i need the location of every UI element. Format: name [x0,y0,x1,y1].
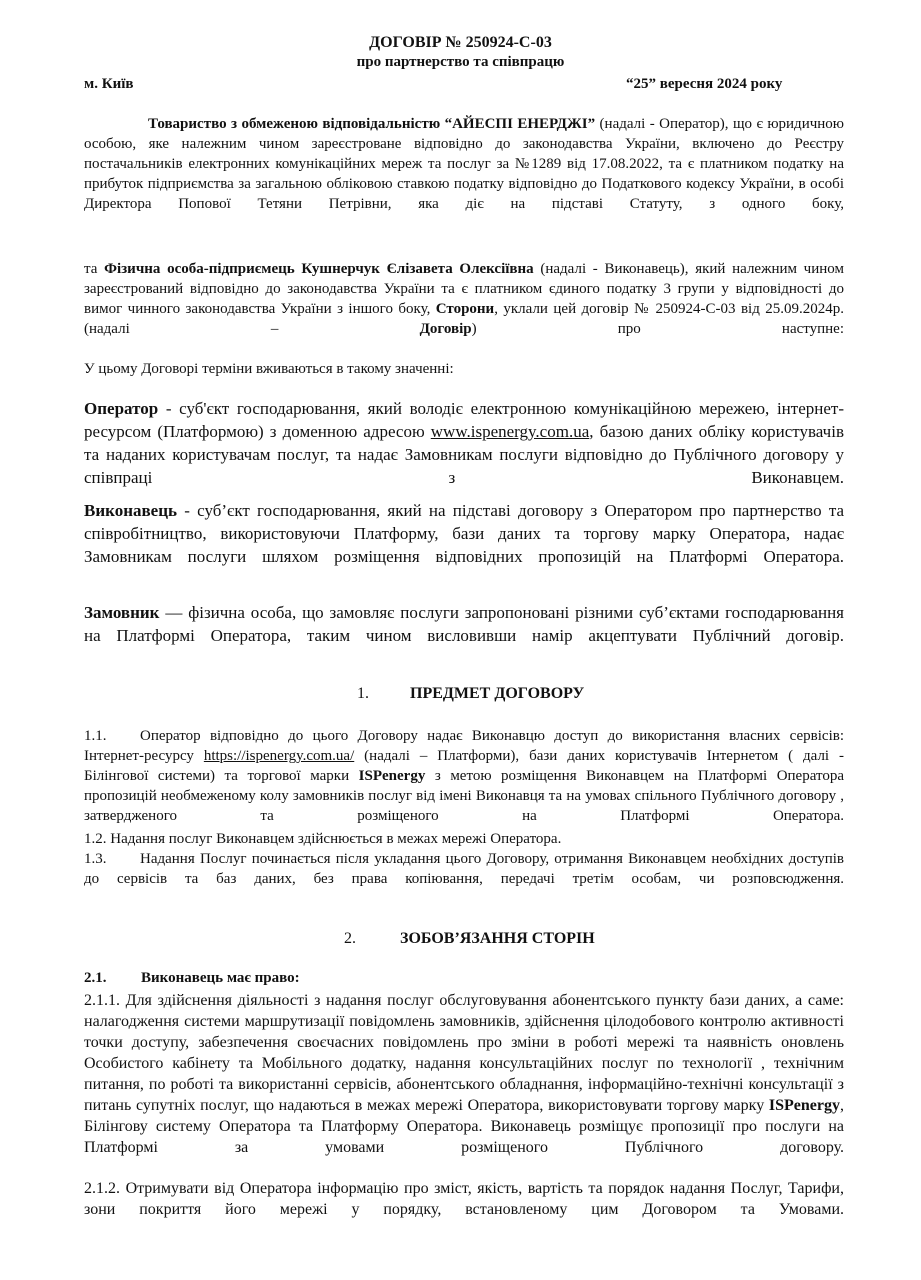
operator-website-link[interactable]: www.ispenergy.com.ua [430,422,590,441]
intro-p1-text: (надалі - Оператор), що є юридичною особою, яке належним чином зареєстроване відповідно до законодавства України, включено до Реєстру постачальників електронних комунікаційних мереж та послуг за №1289 від 17.08.2022, та є платником податку на прибуток підприємства за загальною обліковою ставкою податку відповідно до Податкового кодексу України, в особі Директора Попової Тетяни Петрівни, яка діє на підставі Статуту, з одного боку, [84,116,844,212]
clause-2-1-2: 2.1.2. Отримувати від Оператора інформацію про зміст, якість, вартість та порядок надання Послуг, Тарифи, зони покриття його мережі у порядку, встановленому цим Договором та Умовами. [84,1180,844,1218]
platform-link[interactable]: https://ispenergy.com.ua/ [203,748,355,764]
contract-date: “25” вересня 2024 року [626,76,783,92]
parties-term: Сторони [435,301,495,317]
definition-customer-text: — фізична особа, що замовляє послуги запропоновані різними суб’єктами господарювання на Платформі Оператора, таким чином висловивши намір акцептувати Публічний договір. [84,603,844,645]
brand-ispenergy: ISPenergy [358,768,426,784]
definition-operator [84,397,844,512]
section-2-number: 2. [344,930,356,947]
clause-2-1-title: Виконавець має право: [141,970,300,986]
operator-company-name: Товариство з обмеженою відповідальністю “АЙЕСПІ ЕНЕРДЖІ” [148,116,596,132]
contract-term: Договір [419,321,472,337]
clause-2-1-1 [84,990,844,1179]
definition-customer [84,601,844,670]
definition-executor-text: - суб’єкт господарювання, який на підставі договору з Оператором про партнерство та співробітництво, використовуючи Платформу, бази даних та торгову марку Оператора, надає Замовникам послуги шляхом розміщення відповідних пропозицій на Платформі Оператора. [84,501,844,566]
clause-1-2: 1.2. Надання послуг Виконавцем здійснюється в межах мережі Оператора. [84,831,562,847]
intro-paragraph-parties-executor [84,259,844,359]
clause-1-1-text-b: (надалі – Платформи), бази даних користувачів Інтернетом ( далі - Білінгової системи) та торгової марки [84,748,845,784]
document-subtitle: про партнерство та співпрацю [356,54,565,70]
clause-2-1-1-text-b: , Білінгову систему Оператора та Платформу Оператора. Виконавець розміщує пропозиції про послуги на Платформі за умовами розміщеного Публічного договору. [84,1097,844,1156]
clause-2-1-1-text-a: 2.1.1. Для здійснення діяльності з надання послуг обслуговування абонентського пункту бази даних, а саме: налагодження системи маршрутизації повідомлень замовників, здійснення цілодобового контролю активності точки доступу, забезпечення своєчасних повідомлень про зміни в роботі мережі та наявність оновлень Особистого кабінету та Мобільного додатку, надання консультаційних послуг по технології , технічним питання, по роботі та використанні сервісів, абонентського обладнання, інформаційно-технічні консультації з питань супутніх послуг, що надаються в межах мережі Оператора, використовувати торгову марку [84,992,844,1114]
clause-1-1-text-a: Оператор відповідно до цього Договору надає Виконавцю доступ до використання власних сервісів: Інтернет-ресурсу [84,728,844,764]
definition-operator-text-b: , базою даних обліку користувачів та наданих користувачам послуг, та надає Замовникам послуги відповідно до Публічного договору у співпраці з Виконавцем. [84,422,844,487]
clause-2-1-number: 2.1. [84,970,107,986]
terms-intro: У цьому Договорі терміни вживаються в такому значенні: [84,361,454,377]
clause-1-3-number: 1.3. [84,851,107,867]
definition-executor [84,499,844,591]
section-1-number: 1. [357,685,369,702]
definition-operator-text-a: - суб'єкт господарювання, який володіє електронною комунікаційною мережею, інтернет-ресурсом (Платформою) з доменною адресою [84,399,844,441]
city: м. Київ [84,76,134,92]
executor-name: Фізична особа-підприємець Кушнерчук Єлізавета Олексіївна [104,261,534,277]
term-executor: Виконавець [84,501,178,520]
clause-1-1-text-c: з метою розміщення Виконавцем на Платформі Оператора пропозицій необмеженому колу замовників послуг від імені Виконавця та на умовах спільного Публічного договору , затвердженого та розміщеного на Платформі Оператора. [84,768,844,824]
document-title: ДОГОВІР № 250924-С-03 [369,34,552,51]
term-customer: Замовник [84,603,160,622]
section-2-title: ЗОБОВ’ЯЗАННЯ СТОРІН [400,930,595,947]
clause-1-1 [84,726,844,846]
clause-1-1-number: 1.1. [84,728,107,744]
intro-p2-d: ) про наступне: [471,321,844,337]
brand-ispenergy-2: ISPenergy [768,1097,840,1114]
clause-1-3 [84,849,844,909]
intro-paragraph-parties-operator [84,114,844,234]
intro-p2-c: , уклали цей договір № 250924-С-03 від 25.09.2024р. (надалі – [84,301,844,337]
intro-p2-a: та [84,261,105,277]
intro-p2-b: (надалі - Виконавець), який належним чином зареєстрований відповідно до законодавства України та є платником єдиного податку 3 групи у відповідності до вимог чинного законодавства України з іншого боку, [84,261,844,317]
section-1-title: ПРЕДМЕТ ДОГОВОРУ [410,685,585,702]
term-operator: Оператор [84,399,159,418]
clause-1-3-text: Надання Послуг починається після укладання цього Договору, отримання Виконавцем необхідних доступів до сервісів та баз даних, без права копіювання, передачі третім особам, чи розповсюдження. [84,851,844,887]
